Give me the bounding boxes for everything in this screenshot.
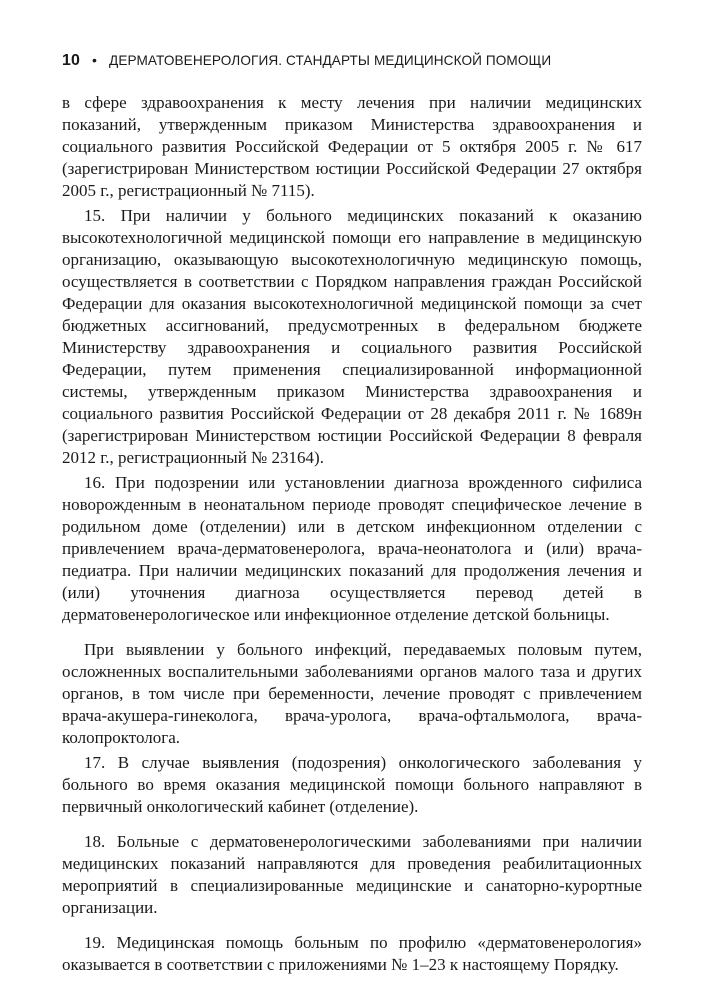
running-header bbox=[62, 52, 642, 78]
page-number: 10 bbox=[62, 52, 80, 69]
paragraph-item-15: 15. При наличии у больного медицинских показаний к оказанию высокотехнологичной медицинской помощи его направление в медицинскую организацию, оказывающую высокотехнологичную медицинскую помощь, осуществляется в соответствии с Порядком направления граждан Российской Федерации для оказания высокотехнологичной медицинской помощи за счет бюджетных ассигнований, предусмотренных в федеральном бюджете Министерству здравоохранения и социального развития Российской Федерации, путем применения специализированной информационной системы, утвержденным приказом Министерства здравоохранения и социального развития Российской Федерации от 28 декабря 2011 г. № 1689н (зарегистрирован Министерством юстиции Российской Федерации 8 февраля 2012 г., регистрационный № 23164). bbox=[62, 206, 642, 467]
paragraph-item-18: 18. Больные с дерматовенерологическими заболеваниями при наличии медицинских показаний направляются для проведения реабилитационных мероприятий в специализированные медицинские и санаторно-курортные организации. bbox=[62, 832, 642, 917]
paragraph-item-19: 19. Медицинская помощь больным по профилю «дерматовенерология» оказывается в соответствии с приложениями № 1–23 к настоящему Порядку. bbox=[62, 933, 642, 974]
header-bullet: • bbox=[92, 52, 98, 68]
page bbox=[62, 52, 642, 979]
paragraph-item-17: 17. В случае выявления (подозрения) онкологического заболевания у больного во время оказания медицинской помощи больного направляют в первичный онкологический кабинет (отделение). bbox=[62, 753, 642, 816]
paragraph-infections: При выявлении у больного инфекций, передаваемых половым путем, осложненных воспалительными заболеваниями органов малого таза и других органов, в том числе при беременности, лечение проводят с привлечением врача-акушера-гинеколога, врача-уролога, врача-офтальмолога, врача-колопроктолога. bbox=[62, 640, 642, 747]
paragraph-continuation: в сфере здравоохранения к месту лечения при наличии медицинских показаний, утвержденным приказом Министерства здравоохранения и социального развития Российской Федерации от 5 октября 2005 г. № 617 (зарегистрирован Министерством юстиции Российской Федерации 27 октября 2005 г., регистрационный № 7115). bbox=[62, 93, 642, 200]
running-title: ДЕРМАТОВЕНЕРОЛОГИЯ. СТАНДАРТЫ МЕДИЦИНСКОЙ ПОМОЩИ bbox=[109, 53, 552, 68]
paragraph-item-16: 16. При подозрении или установлении диагноза врожденного сифилиса новорожденным в неонатальном периоде проводят специфическое лечение в родильном доме (отделении) или в детском инфекционном отделении с привлечением врача-дерматовенеролога, врача-неонатолога и (или) врача-педиатра. При наличии медицинских показаний для продолжения лечения и (или) уточнения диагноза осуществляется перевод детей в дерматовенерологическое или инфекционное отделение детской больницы. bbox=[62, 473, 642, 624]
body-text bbox=[62, 92, 642, 976]
